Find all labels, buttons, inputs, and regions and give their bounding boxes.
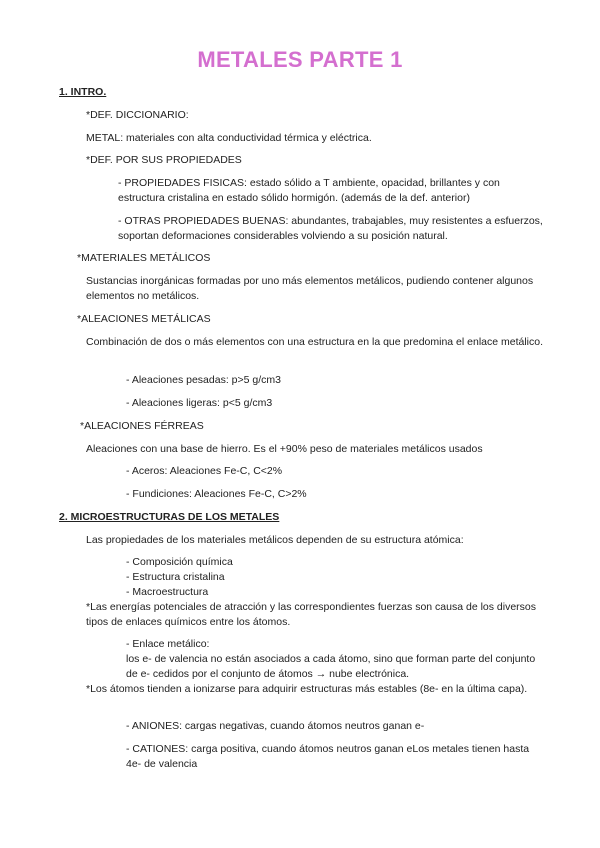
aniones: - ANIONES: cargas negativas, cuando átomos neutros ganan e- bbox=[126, 720, 425, 732]
materiales-metalicos-text: Sustancias inorgánicas formadas por uno más elementos metálicos, pudiendo contener algunos elementos no metálicos. bbox=[86, 275, 534, 302]
aleaciones-pesadas: - Aleaciones pesadas: p>5 g/cm3 bbox=[126, 374, 281, 386]
cationes: - CATIONES: carga positiva, cuando átomos neutros ganan eLos metales tienen hasta 4e- de valencia bbox=[126, 743, 530, 770]
energias-text: *Las energías potenciales de atracción y las correspondientes fuerzas son causa de los diversos tipos de enlaces químicos entre los átomos. bbox=[86, 601, 537, 628]
aleaciones-ferreas-text: Aleaciones con una base de hierro. Es el +90% peso de materiales metálicos usados bbox=[86, 443, 483, 455]
enlace-metalico-text: los e- de valencia no están asociados a cada átomo, sino que forman parte del conjunto de e- cedidos por el conjunto de átomos → nube electrónica. bbox=[126, 653, 536, 680]
otras-propiedades: - OTRAS PROPIEDADES BUENAS: abundantes, trabajables, muy resistentes a esfuerzos, soportan deformaciones considerables volviendo a su posición natural. bbox=[118, 215, 543, 242]
def-propiedades-label: *DEF. POR SUS PROPIEDADES bbox=[86, 154, 242, 166]
ionizarse-text: *Los átomos tienden a ionizarse para adquirir estructuras más estables (8e- en la última capa). bbox=[86, 683, 528, 695]
enlace-metalico-label: - Enlace metálico: bbox=[126, 638, 210, 650]
aceros: - Aceros: Aleaciones Fe-C, C<2% bbox=[126, 465, 283, 477]
aleaciones-ferreas-label: *ALEACIONES FÉRREAS bbox=[80, 420, 204, 432]
list-item: - Composición química bbox=[126, 556, 233, 568]
aleaciones-ligeras: - Aleaciones ligeras: p<5 g/cm3 bbox=[126, 397, 273, 409]
section2-intro: Las propiedades de los materiales metálicos dependen de su estructura atómica: bbox=[86, 534, 464, 546]
fundiciones: - Fundiciones: Aleaciones Fe-C, C>2% bbox=[126, 488, 307, 500]
section-heading-microestructuras: 2. MICROESTRUCTURAS DE LOS METALES bbox=[59, 511, 280, 523]
propiedades-fisicas: - PROPIEDADES FISICAS: estado sólido a T ambiente, opacidad, brillantes y con estructura cristalina en estado sólido hormigón. (además de la def. anterior) bbox=[118, 177, 500, 204]
aleaciones-metalicas-text: Combinación de dos o más elementos con una estructura en la que predomina el enlace metálico. bbox=[86, 336, 544, 348]
def-diccionario-label: *DEF. DICCIONARIO: bbox=[86, 109, 189, 121]
metal-definition: METAL: materiales con alta conductividad térmica y eléctrica. bbox=[86, 132, 372, 144]
materiales-metalicos-label: *MATERIALES METÁLICOS bbox=[77, 252, 211, 264]
list-item: - Estructura cristalina bbox=[126, 571, 225, 583]
page-title: METALES PARTE 1 bbox=[197, 47, 403, 72]
list-item: - Macroestructura bbox=[126, 586, 209, 598]
aleaciones-metalicas-label: *ALEACIONES METÁLICAS bbox=[77, 313, 211, 325]
section-heading-intro: 1. INTRO. bbox=[59, 86, 107, 98]
